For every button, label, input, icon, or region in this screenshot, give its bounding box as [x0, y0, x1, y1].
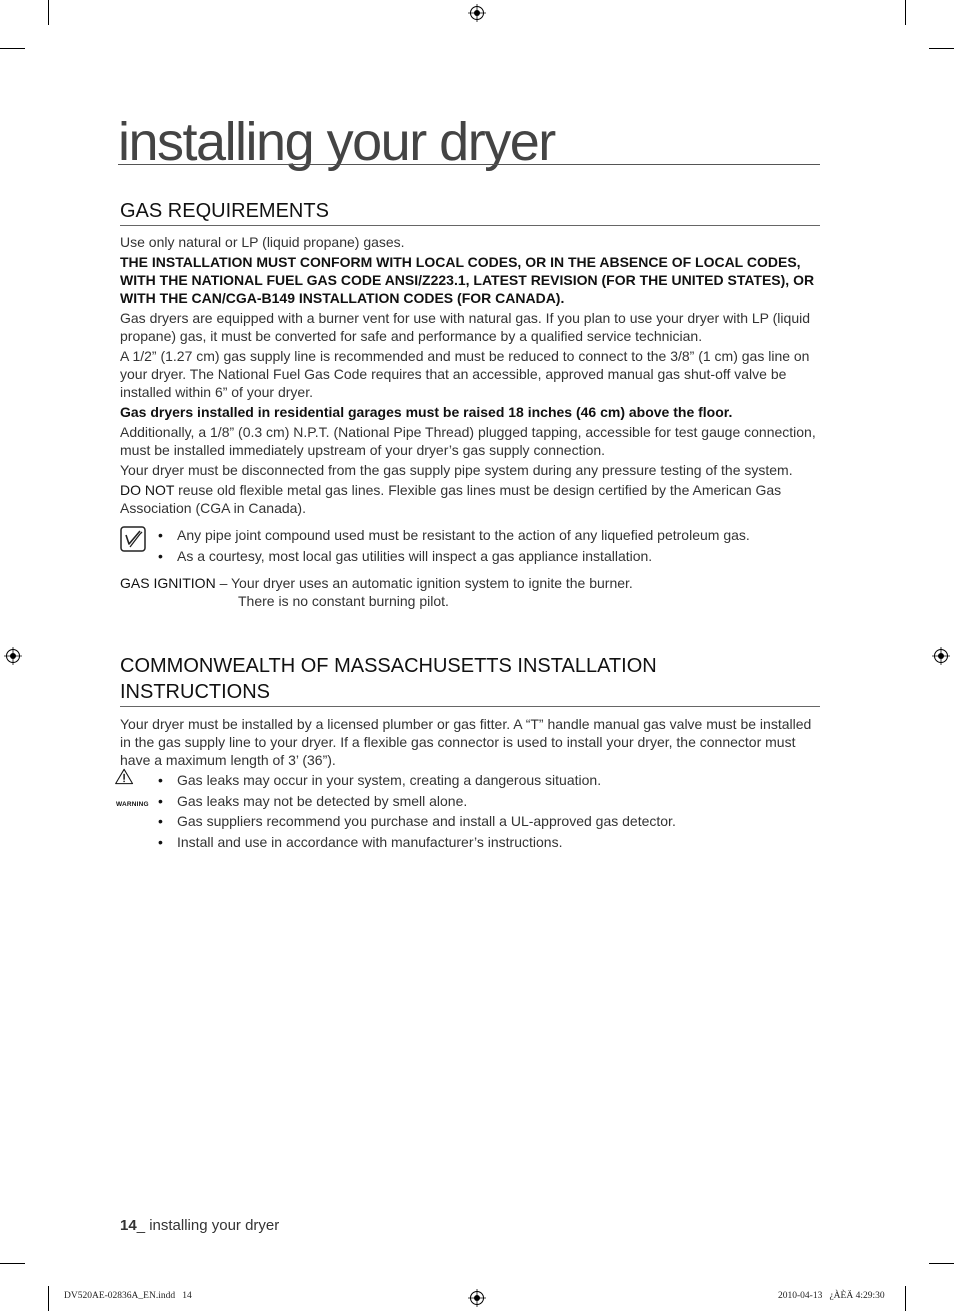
crop-mark — [905, 0, 906, 25]
heading-line-2: INSTRUCTIONS — [120, 681, 270, 703]
page-footer — [120, 1217, 279, 1234]
crop-mark — [48, 0, 49, 25]
warning-triangle-icon — [114, 768, 142, 794]
warning-list — [120, 771, 820, 851]
note-list — [120, 526, 820, 565]
crop-mark — [929, 1263, 954, 1264]
crop-mark — [905, 1286, 906, 1311]
crop-mark — [0, 1263, 25, 1264]
crop-mark — [48, 1286, 49, 1311]
gas-ignition-line1: – Your dryer uses an automatic ignition system to ignite the burner. — [215, 574, 633, 591]
warning-label: WARNING — [116, 801, 149, 808]
gas-ignition — [120, 574, 820, 610]
registration-mark-icon — [932, 647, 950, 665]
warning-block — [116, 771, 820, 851]
title-rule — [118, 164, 820, 165]
page-number: 14 — [120, 1217, 137, 1234]
footer-section: _ installing your dryer — [136, 1217, 280, 1234]
registration-mark-icon — [4, 647, 22, 665]
burner-vent-text: Gas dryers are equipped with a burner vent for use with natural gas. If you plan to use your dryer with LP (liquid propane) gas, it must be converted for safe and performance by a qualified service technician. — [120, 310, 810, 344]
list-item: • Gas leaks may not be detected by smell alone. — [158, 792, 820, 810]
gas-intro: Use only natural or LP (liquid propane) gases. — [120, 234, 405, 250]
tapping-text: Additionally, a 1/8” (0.3 cm) N.P.T. (National Pipe Thread) plugged tapping, accessible for test gauge connection, must be installed immediately upstream of your dryer’s gas supply connection. — [120, 424, 816, 458]
crop-mark — [0, 48, 25, 49]
disconnect-text: Your dryer must be disconnected from the gas supply pipe system during any pressure testing of the system. — [120, 462, 793, 478]
codes-warning: THE INSTALLATION MUST CONFORM WITH LOCAL CODES, OR IN THE ABSENCE OF LOCAL CODES, WITH THE NATIONAL FUEL GAS CODE ANSI/Z223.1, LATEST REVISION (FOR THE UNITED STATES), OR WITH THE CAN/CGA-B149 INSTALLATION CODES (FOR CANADA). — [120, 254, 815, 306]
slug-timestamp: 2010-04-13 ¿ÀÈÄ 4:29:30 — [778, 1291, 885, 1301]
gas-ignition-lead: GAS IGNITION — [120, 574, 216, 591]
gas-requirements-section — [120, 198, 820, 610]
garage-text: Gas dryers installed in residential garages must be raised 18 inches (46 cm) above the floor. — [120, 404, 733, 420]
note-block — [120, 526, 820, 565]
page-title: installing your dryer — [118, 112, 555, 172]
slug-file: DV520AE-02836A_EN.indd 14 — [64, 1291, 192, 1301]
section-heading-gas: GAS REQUIREMENTS — [120, 198, 820, 226]
list-item: • Any pipe joint compound used must be resistant to the action of any liquefied petroleum gas. — [158, 526, 820, 544]
do-not-lead: DO NOT — [120, 482, 175, 498]
massachusetts-body: Your dryer must be installed by a licensed plumber or gas fitter. A “T” handle manual gas valve must be installed in the gas supply line to your dryer. If a flexible gas connector is used to install your dryer, the connector must have a maximum length of 3’ (36”). — [120, 716, 812, 768]
heading-line-1: COMMONWEALTH OF MASSACHUSETTS INSTALLATION — [120, 655, 657, 677]
list-item: • As a courtesy, most local gas utilities will inspect a gas appliance installation. — [158, 547, 820, 565]
massachusetts-section — [116, 653, 820, 853]
do-not-rest: reuse old flexible metal gas lines. Flexible gas lines must be design certified by the American Gas Association (CGA in Canada). — [120, 482, 782, 516]
list-item: • Install and use in accordance with manufacturer’s instructions. — [158, 833, 820, 851]
registration-mark-icon — [468, 4, 486, 22]
list-item: • Gas leaks may occur in your system, creating a dangerous situation. — [158, 771, 820, 789]
gas-ignition-line2: There is no constant burning pilot. — [238, 592, 449, 609]
registration-mark-icon — [468, 1289, 486, 1307]
section-heading-massachusetts — [120, 653, 820, 707]
supply-line-text: A 1/2” (1.27 cm) gas supply line is recommended and must be reduced to connect to the 3/8” (1 cm) gas line on your dryer. The National Fuel Gas Code requires that an accessible, approved manual gas shut-off valve be installed within 6” of your dryer. — [120, 348, 810, 400]
do-not-text — [120, 481, 820, 517]
note-pencil-icon — [120, 526, 146, 552]
list-item: • Gas suppliers recommend you purchase and install a UL-approved gas detector. — [158, 812, 820, 830]
crop-mark — [929, 48, 954, 49]
